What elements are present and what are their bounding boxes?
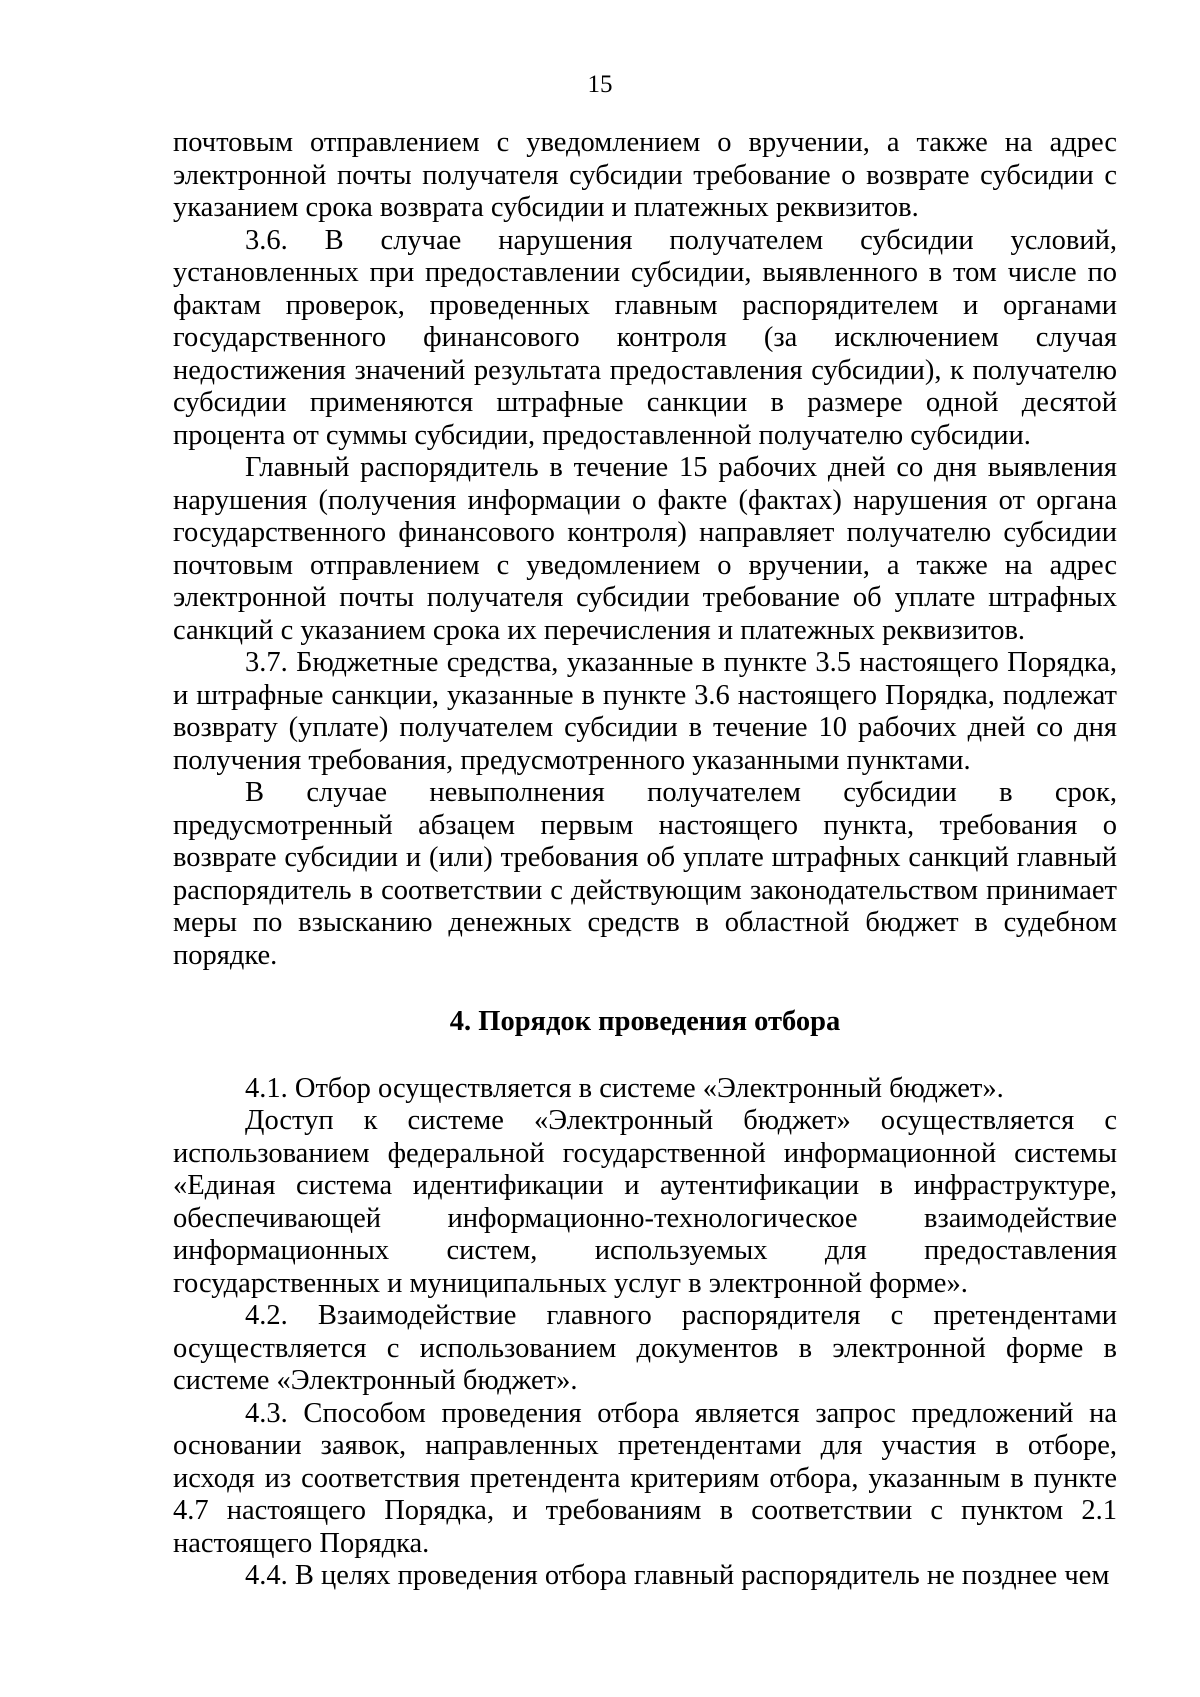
paragraph-3-7: 3.7. Бюджетные средства, указанные в пункте 3.5 настоящего Порядка, и штрафные санкции, указанные в пункте 3.6 настоящего Порядка, подлежат возврату (уплате) получателем субсидии в течение 10 рабочих дней со дня получения требования, предусмотренного указанными пунктами. [173,647,1117,776]
paragraph-4-2: 4.2. Взаимодействие главного распорядителя с претендентами осуществляется с использованием документов в электронной форме в системе «Электронный бюджет». [173,1300,1117,1396]
paragraph-system-access: Доступ к системе «Электронный бюджет» осуществляется с использованием федеральной государственной информационной системы «Единая система идентификации и аутентификации в инфраструктуре, обеспечивающей информационно-технологическое взаимодействие информационных систем, используемых для предоставления государственных и муниципальных услуг в электронной форме». [173,1105,1117,1299]
paragraph-4-4: 4.4. В целях проведения отбора главный распорядитель не позднее чем [245,1560,1110,1591]
page-number: 15 [587,71,613,98]
paragraph-non-compliance: В случае невыполнения получателем субсидии в срок, предусмотренный абзацем первым настоящего пункта, требования о возврате субсидии и (или) требования об уплате штрафных санкций главный распорядитель в соответствии с действующим законодательством принимает меры по взысканию денежных средств в областной бюджет в судебном порядке. [173,777,1117,971]
paragraph-penalty-notice: Главный распорядитель в течение 15 рабочих дней со дня выявления нарушения (получения информации о факте (фактах) нарушения от органа государственного финансового контроля) направляет получателю субсидии почтовым отправлением с уведомлением о вручении, а также на адрес электронной почты получателя субсидии требование об уплате штрафных санкций с указанием срока их перечисления и платежных реквизитов. [173,452,1117,646]
paragraph-3-6: 3.6. В случае нарушения получателем субсидии условий, установленных при предоставлении субсидии, выявленного в том числе по фактам проверок, проведенных главным распорядителем и органами государственного финансового контроля (за исключением случая недостижения значений результата предоставления субсидии), к получателю субсидии применяются штрафные санкции в размере одной десятой процента от суммы субсидии, предоставленной получателю субсидии. [173,224,1117,451]
section-heading: 4. Порядок проведения отбора [449,1006,841,1037]
paragraph-4-1: 4.1. Отбор осуществляется в системе «Электронный бюджет». [245,1072,1004,1104]
paragraph-4-3: 4.3. Способом проведения отбора является запрос предложений на основании заявок, направленных претендентами для участия в отборе, исходя из соответствия претендента критериям отбора, указанным в пункте 4.7 настоящего Порядка, и требованиям в соответствии с пунктом 2.1 настоящего Порядка. [173,1397,1117,1559]
document-body [173,127,1117,1593]
paragraph-continuation: почтовым отправлением с уведомлением о вручении, а также на адрес электронной почты получателя субсидии требование о возврате субсидии с указанием срока возврата субсидии и платежных реквизитов. [173,127,1117,223]
